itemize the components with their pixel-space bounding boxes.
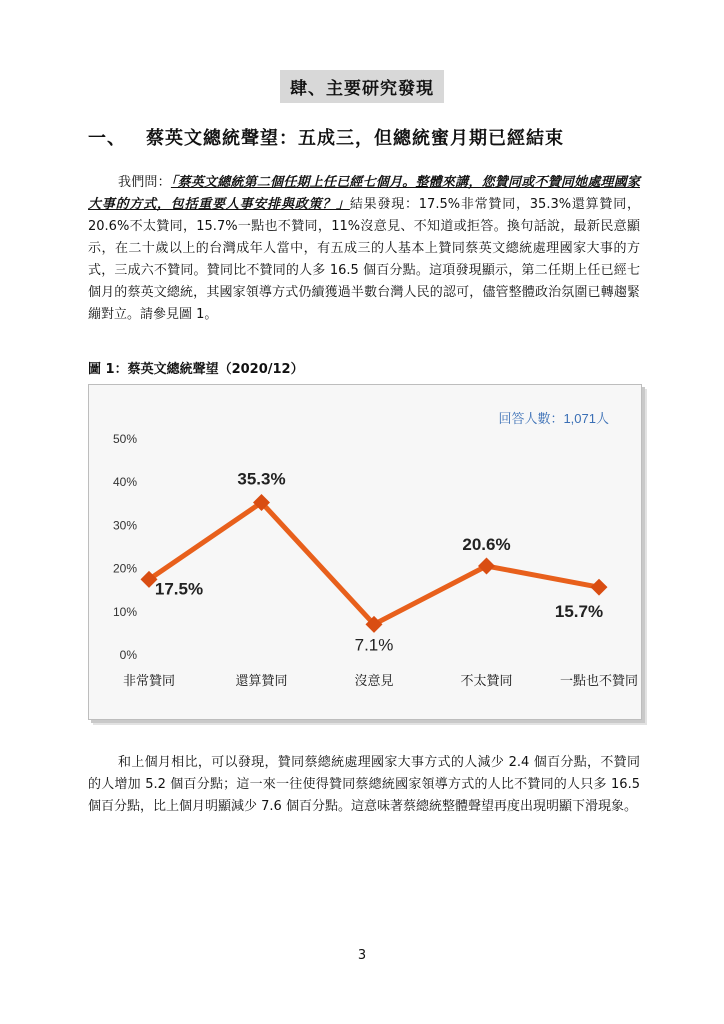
paragraph-1: [88, 172, 640, 326]
survey-question: 「蔡英文總統第二個任期上任已經七個月。整體來講，您贊同或不贊同她處理國家大事的方式，包括重要人事安排與政策？」: [88, 175, 640, 212]
heading-number: 一、: [88, 128, 126, 149]
y-tick-label: 30%: [112, 518, 137, 533]
data-point-marker: [478, 558, 495, 575]
x-category-label: 一點也不贊同: [559, 674, 639, 689]
approval-line-chart: [89, 385, 641, 719]
respondent-count-annotation: 回答人數：1,071人: [498, 411, 609, 426]
section-title-wrap: [0, 70, 724, 103]
data-label: 17.5%: [154, 579, 204, 599]
paragraph-1-body: 結果發現：17.5%非常贊同，35.3%還算贊同，20.6%不太贊同，15.7%一點也不贊同，11%沒意見、不知道或拒答。換句話說，最新民意顯示，在二十歲以上的台灣成年人當中，有五成三的人基本上贊同蔡英文總統處理國家大事的方式，三成六不贊同。贊同比不贊同的人多 16.5 個百分點。這項發現顯示，第二任期上任已經七個月的蔡英文總統，其國家領導方式仍續獲過半數台灣人民的認可，儘管整體政治氛圍已轉趨緊繃對立。請參見圖 1。: [88, 197, 640, 322]
x-category-label: 還算贊同: [235, 674, 288, 689]
y-tick-label: 40%: [112, 475, 137, 490]
figure-label: 圖 1：蔡英文總統聲望（2020/12）: [88, 362, 304, 377]
paragraph-1-intro: 我們問：: [118, 175, 171, 190]
y-tick-label: 10%: [112, 604, 137, 619]
heading-text: 蔡英文總統聲望：五成三，但總統蜜月期已經結束: [146, 128, 564, 149]
data-label: 20.6%: [462, 535, 511, 555]
data-point-marker: [591, 579, 608, 596]
x-category-label: 沒意見: [354, 674, 394, 689]
data-label: 7.1%: [354, 635, 394, 655]
series-line: [149, 503, 599, 625]
x-category-label: 非常贊同: [122, 674, 176, 689]
y-tick-label: 20%: [112, 561, 137, 576]
section-title: 肆、主要研究發現: [280, 70, 444, 103]
heading: [88, 124, 564, 150]
page-number: 3: [357, 948, 367, 963]
paragraph-2: 和上個月相比，可以發現，贊同蔡總統處理國家大事方式的人減少 2.4 個百分點，不贊同的人增加 5.2 個百分點；這一來一往使得贊同蔡總統國家領導方式的人比不贊同的人只多 16.5 個百分點，比上個月明顯減少 7.6 個百分點。這意味著蔡總統整體聲望再度出現明顯下滑現象。: [88, 755, 640, 814]
x-category-label: 不太贊同: [460, 674, 513, 689]
chart-frame: [88, 384, 642, 720]
data-label: 35.3%: [237, 469, 286, 489]
data-label: 15.7%: [554, 602, 604, 622]
y-tick-label: 0%: [119, 648, 137, 662]
y-tick-label: 50%: [112, 432, 137, 446]
